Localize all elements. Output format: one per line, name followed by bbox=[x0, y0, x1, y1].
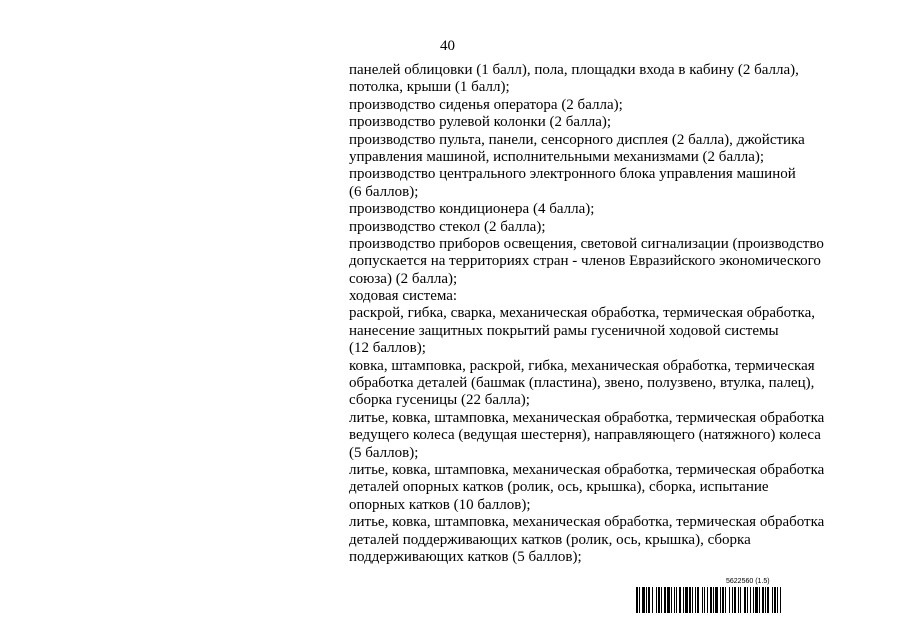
text-line: производство стекол (2 балла); bbox=[349, 218, 546, 235]
text-line: деталей опорных катков (ролик, ось, крышка), сборка, испытание bbox=[349, 479, 769, 496]
text-line: раскрой, гибка, сварка, механическая обработка, термическая обработка, bbox=[349, 305, 815, 322]
barcode bbox=[636, 578, 858, 614]
text-line: опорных катков (10 баллов); bbox=[349, 496, 531, 513]
text-line: ковка, штамповка, раскрой, гибка, механическая обработка, термическая bbox=[349, 357, 815, 374]
text-line: управления машиной, исполнительными механизмами (2 балла); bbox=[349, 148, 765, 165]
barcode-image bbox=[636, 587, 858, 613]
text-line: панелей облицовки (1 балл), пола, площадки входа в кабину (2 балла), bbox=[349, 62, 799, 78]
text-line: сборка гусеницы (22 балла); bbox=[349, 392, 530, 409]
text-line: производство центрального электронного блока управления машиной bbox=[349, 166, 796, 183]
text-line: производство пульта, панели, сенсорного дисплея (2 балла), джойстика bbox=[349, 131, 805, 148]
text-line: литье, ковка, штамповка, механическая обработка, термическая обработка bbox=[349, 514, 825, 531]
text-line: литье, ковка, штамповка, механическая обработка, термическая обработка bbox=[349, 461, 825, 478]
text-line: ведущего колеса (ведущая шестерня), направляющего (натяжного) колеса bbox=[349, 427, 821, 444]
text-line: деталей поддерживающих катков (ролик, ось, крышка), сборка bbox=[349, 531, 751, 548]
text-line: производство рулевой колонки (2 балла); bbox=[349, 114, 612, 131]
text-line: (6 баллов); bbox=[349, 183, 419, 200]
text-line: (12 баллов); bbox=[349, 340, 426, 357]
body-text bbox=[349, 62, 849, 566]
barcode-caption: 5622560 (1.5) bbox=[726, 578, 770, 585]
text-line: производство приборов освещения, световой сигнализации (производство bbox=[349, 235, 824, 252]
text-line: производство сиденья оператора (2 балла); bbox=[349, 96, 623, 113]
page-number: 40 bbox=[440, 38, 455, 54]
text-line: допускается на территориях стран - членов Евразийского экономического bbox=[349, 253, 821, 270]
text-line: потолка, крыши (1 балл); bbox=[349, 79, 510, 96]
text-line: обработка деталей (башмак (пластина), звено, полузвено, втулка, палец), bbox=[349, 375, 815, 392]
text-line: (5 баллов); bbox=[349, 444, 419, 461]
text-line: производство кондиционера (4 балла); bbox=[349, 201, 595, 218]
text-line: поддерживающих катков (5 баллов); bbox=[349, 548, 582, 565]
text-line: нанесение защитных покрытий рамы гусеничной ходовой системы bbox=[349, 322, 779, 339]
text-line: ходовая система: bbox=[349, 288, 458, 305]
text-line: литье, ковка, штамповка, механическая обработка, термическая обработка bbox=[349, 409, 825, 426]
text-line: союза) (2 балла); bbox=[349, 270, 458, 287]
